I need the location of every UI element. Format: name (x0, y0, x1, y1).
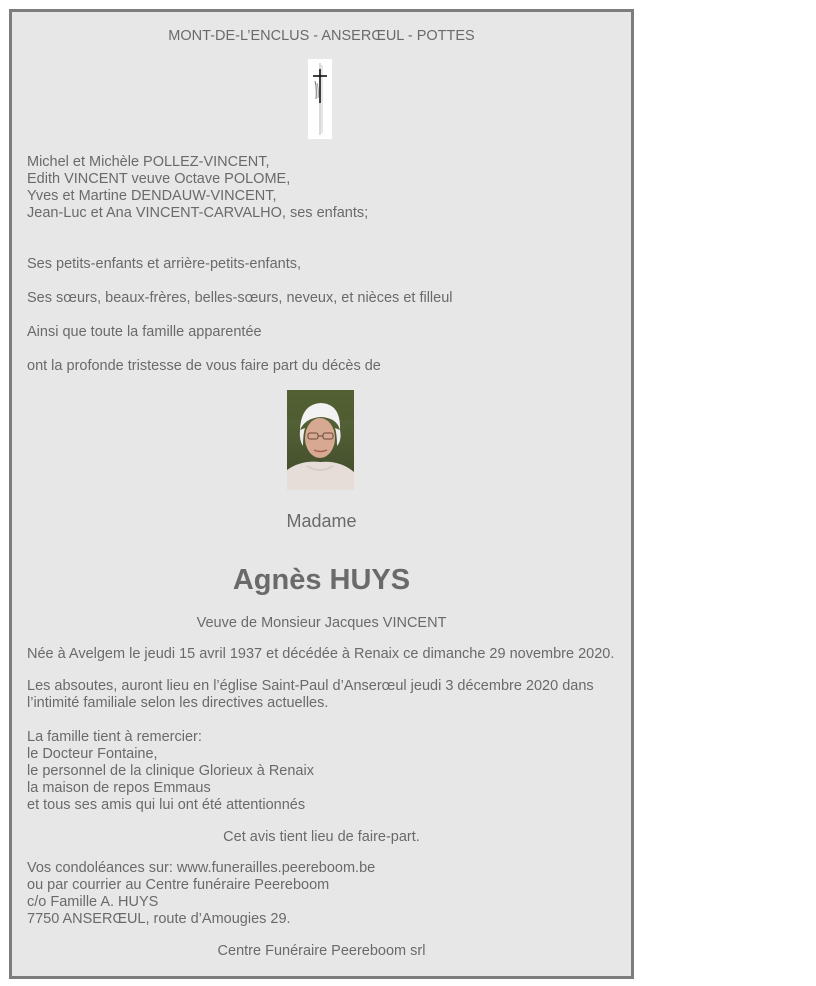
ceremony-line: Les absoutes, auront lieu en l’église Saint-Paul d’Anserœul jeudi 3 décembre 2020 dans (27, 678, 594, 694)
condolences-block (27, 860, 375, 928)
thanks-line: le Docteur Fontaine, (27, 746, 158, 762)
thanks-list (27, 729, 314, 814)
deceased-title: Madame (286, 511, 357, 531)
thanks-line: le personnel de la clinique Glorieux à Renaix (27, 763, 314, 779)
portrait-photo (287, 390, 354, 490)
obituary-card (9, 9, 634, 979)
thanks-line: la maison de repos Emmaus (27, 780, 211, 796)
grandchildren-text: Ses petits-enfants et arrière-petits-enfants, (27, 256, 302, 272)
notice-text: Cet avis tient lieu de faire-part. (223, 829, 420, 845)
relatives-text: Ainsi que toute la famille apparentée (27, 324, 262, 340)
condolences-line: Vos condoléances sur: www.funerailles.peereboom.be (27, 860, 376, 876)
ceremony-text (27, 678, 594, 712)
thanks-line: La famille tient à remercier: (27, 729, 202, 745)
condolences-line: 7750 ANSERŒUL, route d’Amougies 29. (27, 911, 291, 927)
cross-icon (308, 59, 332, 139)
locality-header: MONT-DE-L’ENCLUS - ANSERŒUL - POTTES (168, 28, 475, 44)
thanks-line: et tous ses amis qui lui ont été attentionnés (27, 797, 306, 813)
child-line: Jean-Luc et Ana VINCENT-CARVALHO, ses enfants; (27, 205, 369, 221)
child-line: Edith VINCENT veuve Octave POLOME, (27, 171, 291, 187)
children-list (27, 154, 368, 222)
widow-of-text: Veuve de Monsieur Jacques VINCENT (196, 615, 447, 631)
deceased-name: Agnès HUYS (232, 564, 411, 596)
child-line: Yves et Martine DENDAUW-VINCENT, (27, 188, 277, 204)
announcement-text: ont la profonde tristesse de vous faire part du décès de (27, 358, 381, 374)
condolences-line: ou par courrier au Centre funéraire Peereboom (27, 877, 330, 893)
footer-text: Centre Funéraire Peereboom srl (217, 943, 426, 959)
birth-death-text: Née à Avelgem le jeudi 15 avril 1937 et décédée à Renaix ce dimanche 29 novembre 2020. (27, 646, 615, 662)
siblings-text: Ses sœurs, beaux-frères, belles-sœurs, neveux, et nièces et filleul (27, 290, 453, 306)
condolences-line: c/o Famille A. HUYS (27, 894, 159, 910)
child-line: Michel et Michèle POLLEZ-VINCENT, (27, 154, 270, 170)
ceremony-line: l’intimité familiale selon les directives actuelles. (27, 695, 329, 711)
